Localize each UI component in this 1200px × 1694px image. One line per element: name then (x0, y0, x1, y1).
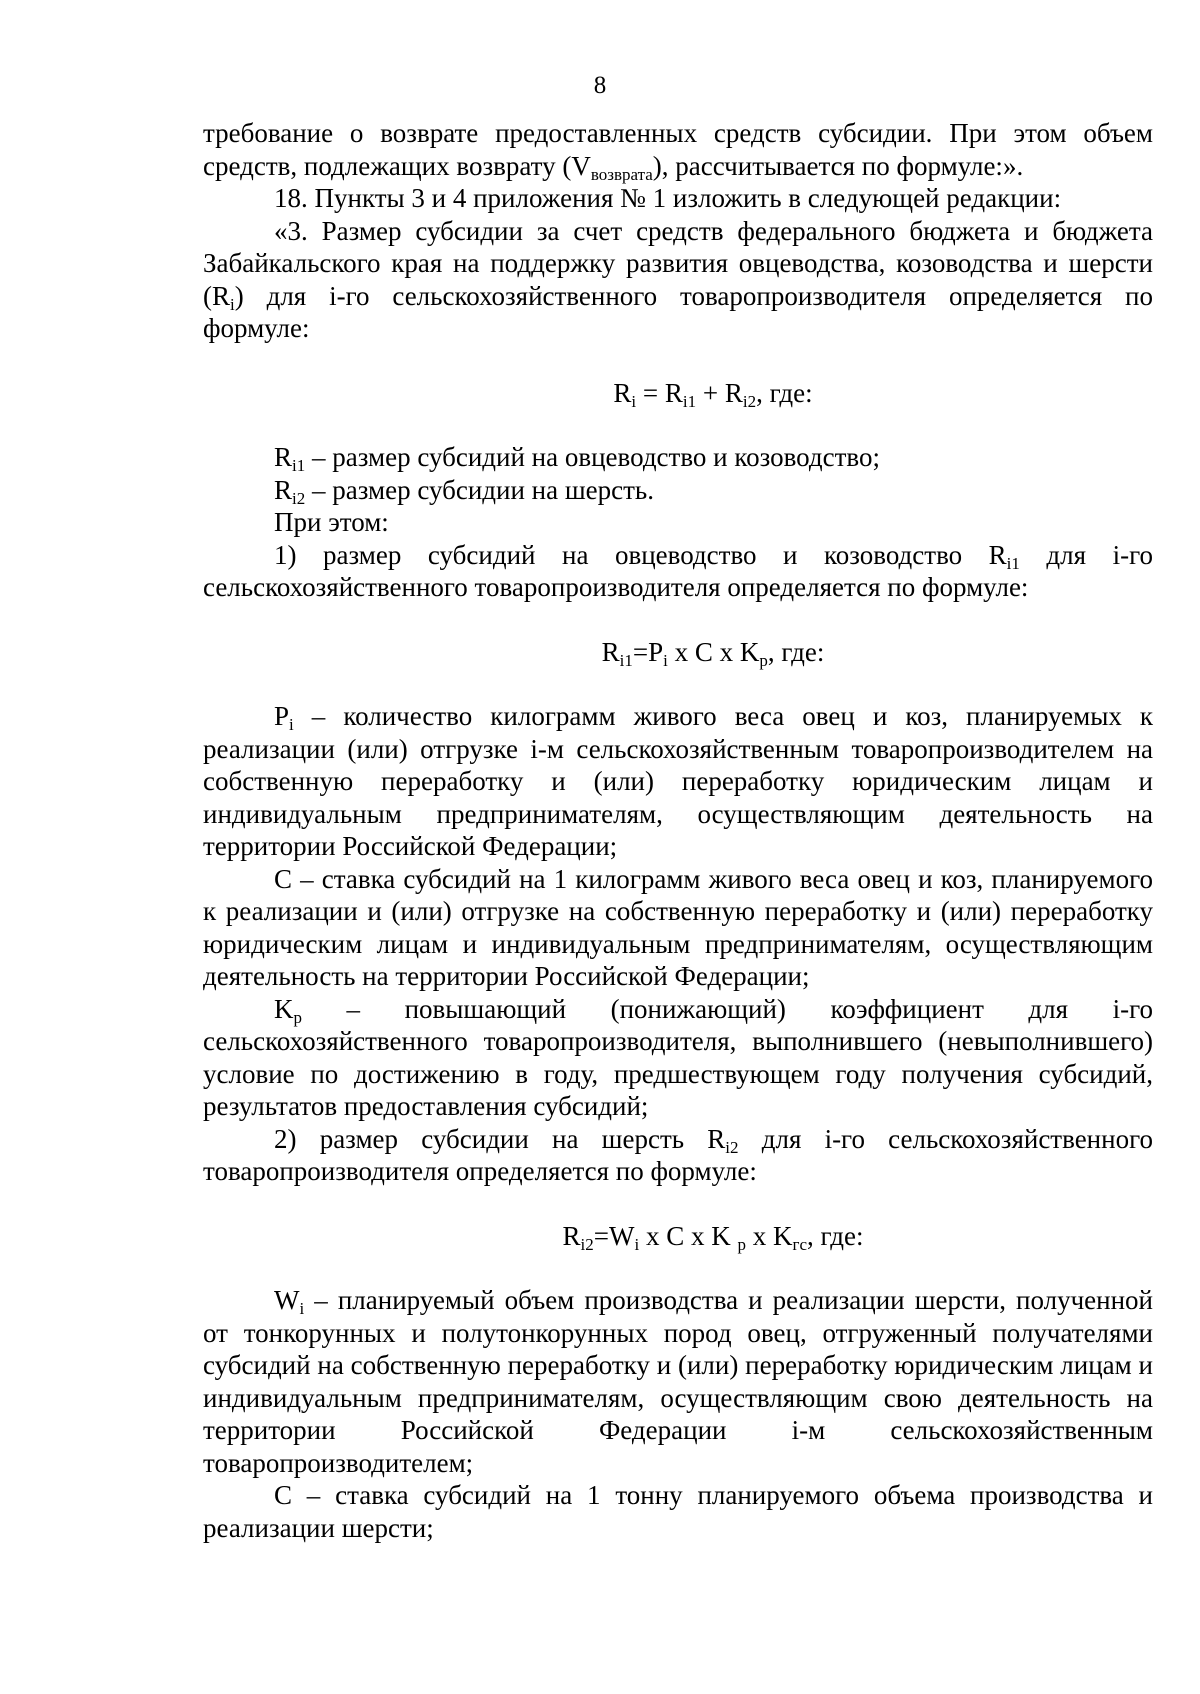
spacer (203, 604, 1153, 636)
paragraph-item-3: «3. Размер субсидии за счет средств федерального бюджета и бюджета Забайкальского края на поддержку развития овцеводства, козоводства и шерсти $(R_i)$ для i-го сельскохозяйственного товаропроизводителя определяется по формуле: (203, 215, 1153, 343)
page-number: 8 (593, 72, 607, 99)
definition-ri2: $R_{i2}$ – размер субсидии на шерсть. (274, 474, 654, 508)
formula-ri1: $R_{i1}=P_i$ x C x $K_р$, где: (601, 636, 825, 670)
formula-ri2: $R_{i2}=W_i$ x C x K $_р$ x $K_{гс}$, где: (562, 1220, 864, 1254)
definition-ri1: $R_{i1}$ – размер субсидий на овцеводство и козоводство; (274, 442, 880, 475)
spacer (203, 668, 1153, 700)
paragraph-subitem-1: 1) размер субсидий на овцеводство и козоводство $R_{i1}$ для i-го сельскохозяйственного товаропроизводителя определяется по формуле: (203, 539, 1153, 602)
formula-ri: $R_i = R_{i1} + R_{i2}$, где: (613, 377, 813, 411)
definition-c-ton: C – ставка субсидий на 1 тонну планируемого объема производства и реализации шерсти; (203, 1480, 1153, 1543)
definition-pi: $P_i$ – количество килограмм живого веса овец и коз, планируемых к реализации (или) отгрузке i-м сельскохозяйственным товаропроизводителем на собственную переработку и (или) переработку юридическим лицам и индивидуальным предпринимателям, осуществляющим деятельность на территории Российской Федерации; (203, 701, 1153, 861)
definition-c-kg: C – ставка субсидий на 1 килограмм живого веса овец и коз, планируемого к реализации и (или) отгрузке на собственную переработку и (или) переработку юридическим лицам и индивидуальным предпринимателям, осуществляющим деятельность на территории Российской Федерации; (203, 863, 1153, 991)
paragraph-item-18: 18. Пункты 3 и 4 приложения № 1 изложить в следующей редакции: (274, 183, 1062, 213)
document-body (203, 117, 1153, 1544)
paragraph-subitem-2: 2) размер субсидии на шерсть $R_{i2}$ для i-го сельскохозяйственного товаропроизводителя определяется по формуле: (203, 1123, 1153, 1186)
spacer (203, 1188, 1153, 1220)
definition-wi: $W_i$ – планируемый объем производства и реализации шерсти, полученной от тонкорунных и полутонкорунных пород овец, отгруженный получателями субсидий на собственную переработку и (или) переработку юридическим лицам и индивидуальным предпринимателям, осуществляющим свою деятельность на территории Российской Федерации i-м сельскохозяйственным товаропроизводителем; (203, 1285, 1153, 1478)
spacer (203, 345, 1153, 377)
paragraph-pri-etom: При этом: (274, 507, 389, 537)
spacer (203, 1252, 1153, 1284)
spacer (203, 409, 1153, 441)
definition-kp: $K_р$ – повышающий (понижающий) коэффициент для i-го сельскохозяйственного товаропроизводителя, выполнившего (невыполнившего) условие по достижению в году, предшествующем году получения субсидий, результатов предоставления субсидий; (203, 993, 1153, 1121)
paragraph-refund-requirement: требование о возврате предоставленных средств субсидии. При этом объем средств, подлежащих возврату $(V_{возврата})$, рассчитывается по формуле:». (203, 118, 1153, 184)
